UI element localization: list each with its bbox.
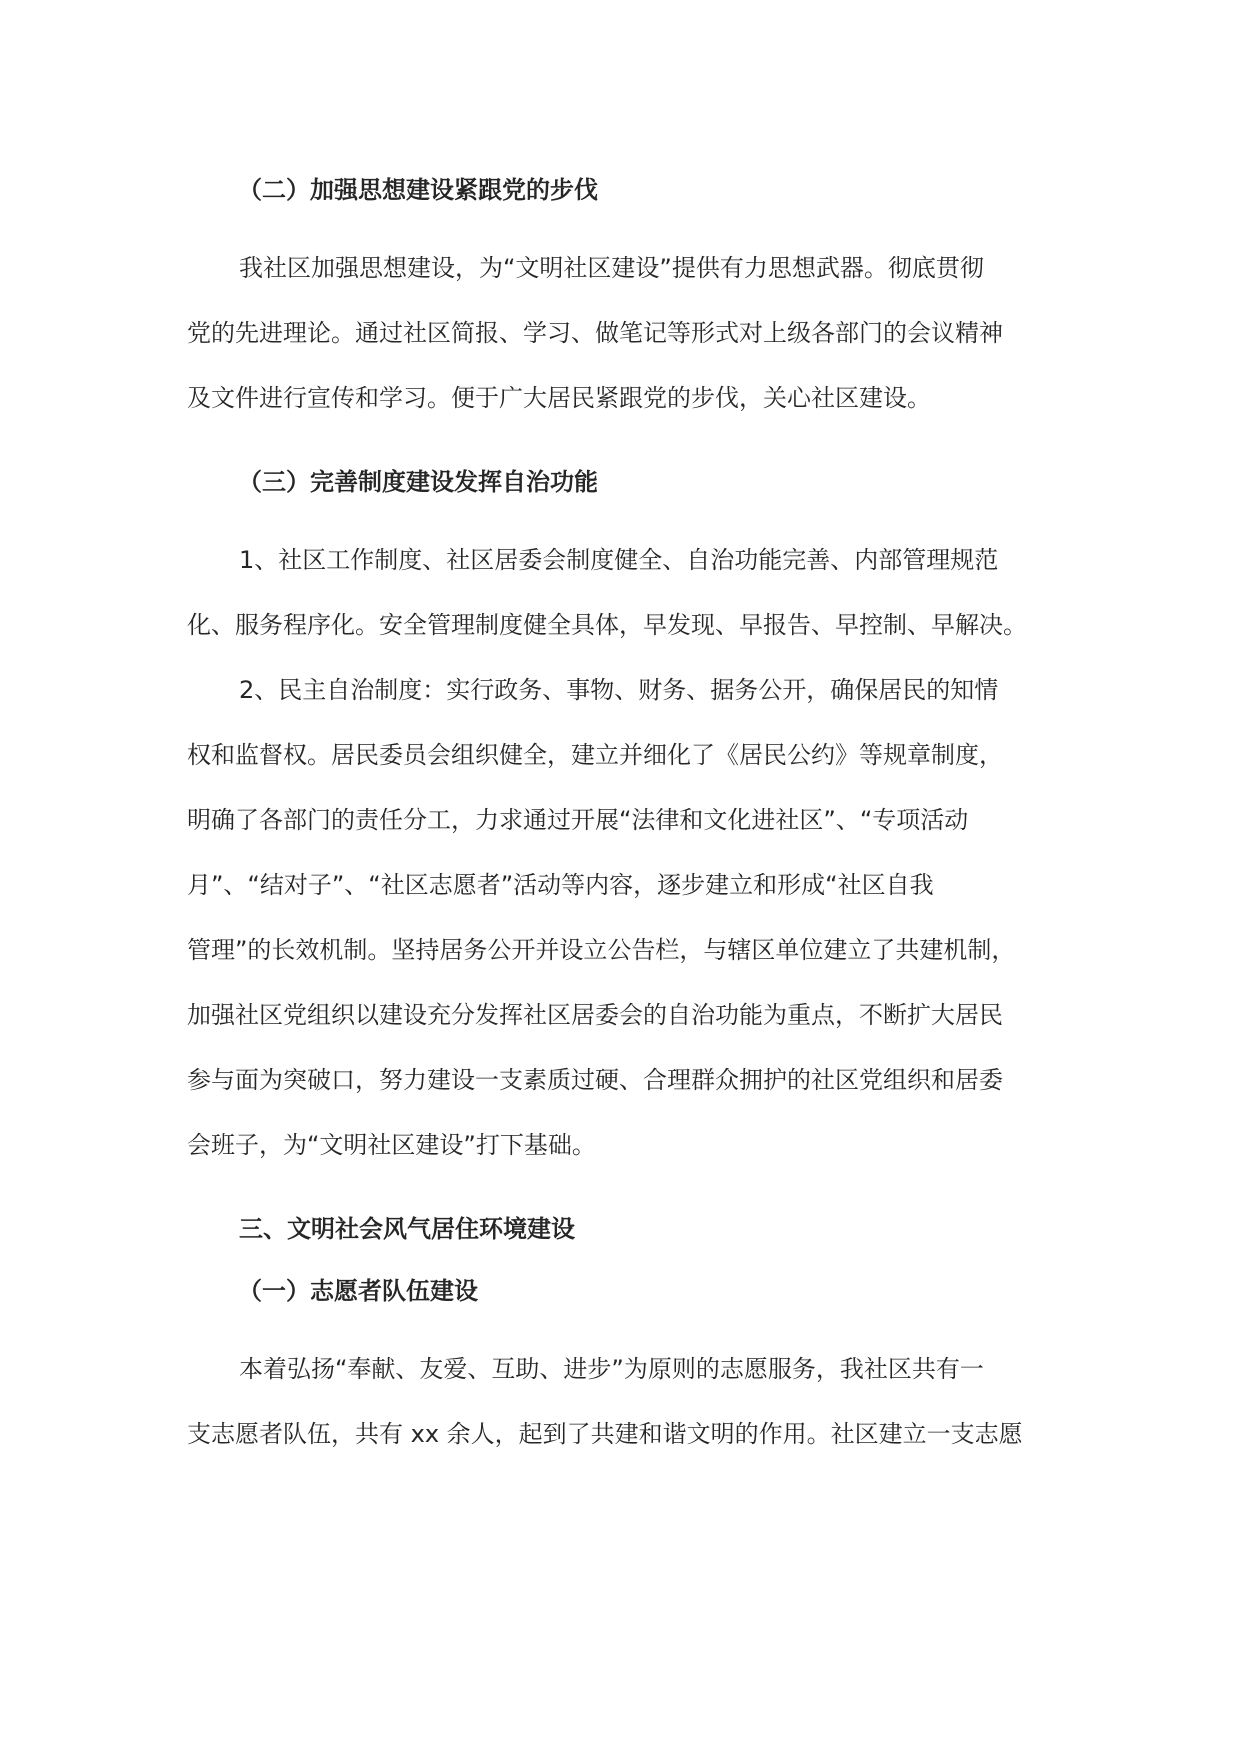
spacer (187, 1245, 1067, 1275)
spacer (187, 1178, 1067, 1213)
spacer (187, 431, 1067, 466)
paragraph-democratic-autonomy: 2、民主自治制度：实行政务、事物、财务、据务公开，确保居民的知情 权和监督权。居民委员会组织健全，建立并细化了《居民公约》等规章制度， 明确了各部门的责任分工，力求通过开展“法律和文化进社区”、“专项活动 月”、“结对子”、“社区志愿者”活动等内容，逐步建立和形成“社区自我 管理”的长效机制。坚持居务公开并设立公告栏，与辖区单位建立了共建机制， 加强社区党组织以建设充分发挥社区居委会的自治功能为重点，不断扩大居民 参与面为突破口，努力建设一支素质过硬、合理群众拥护的社区党组织和居委 会班子，为“文明社区建设”打下基础。 (187, 676, 1016, 1159)
spacer (187, 498, 1067, 528)
section-heading-civilization: 三、文明社会风气居住环境建设 (239, 1215, 575, 1243)
subsection-heading-thought-building: （二）加强思想建设紧跟党的步伐 (238, 176, 598, 204)
document-body (187, 174, 1067, 1467)
paragraph-volunteer-team: 本着弘扬“奉献、友爱、互助、进步”为原则的志愿服务，我社区共有一 支志愿者队伍，共有 xx 余人，起到了共建和谐文明的作用。社区建立一支志愿 (187, 1355, 1023, 1448)
spacer (187, 206, 1067, 236)
paragraph-thought-building: 我社区加强思想建设，为“文明社区建设”提供有力思想武器。彻底贯彻 党的先进理论。通过社区简报、学习、做笔记等形式对上级各部门的会议精神 及文件进行宣传和学习。便于广大居民紧跟党的步伐，关心社区建设。 (187, 254, 1003, 412)
paragraph-work-system: 1、社区工作制度、社区居委会制度健全、自治功能完善、内部管理规范 化、服务程序化。安全管理制度健全具体，早发现、早报告、早控制、早解决。 (187, 546, 1027, 639)
subsection-heading-volunteer-team: （一）志愿者队伍建设 (238, 1277, 478, 1305)
spacer (187, 1307, 1067, 1337)
subsection-heading-system-building: （三）完善制度建设发挥自治功能 (238, 468, 598, 496)
